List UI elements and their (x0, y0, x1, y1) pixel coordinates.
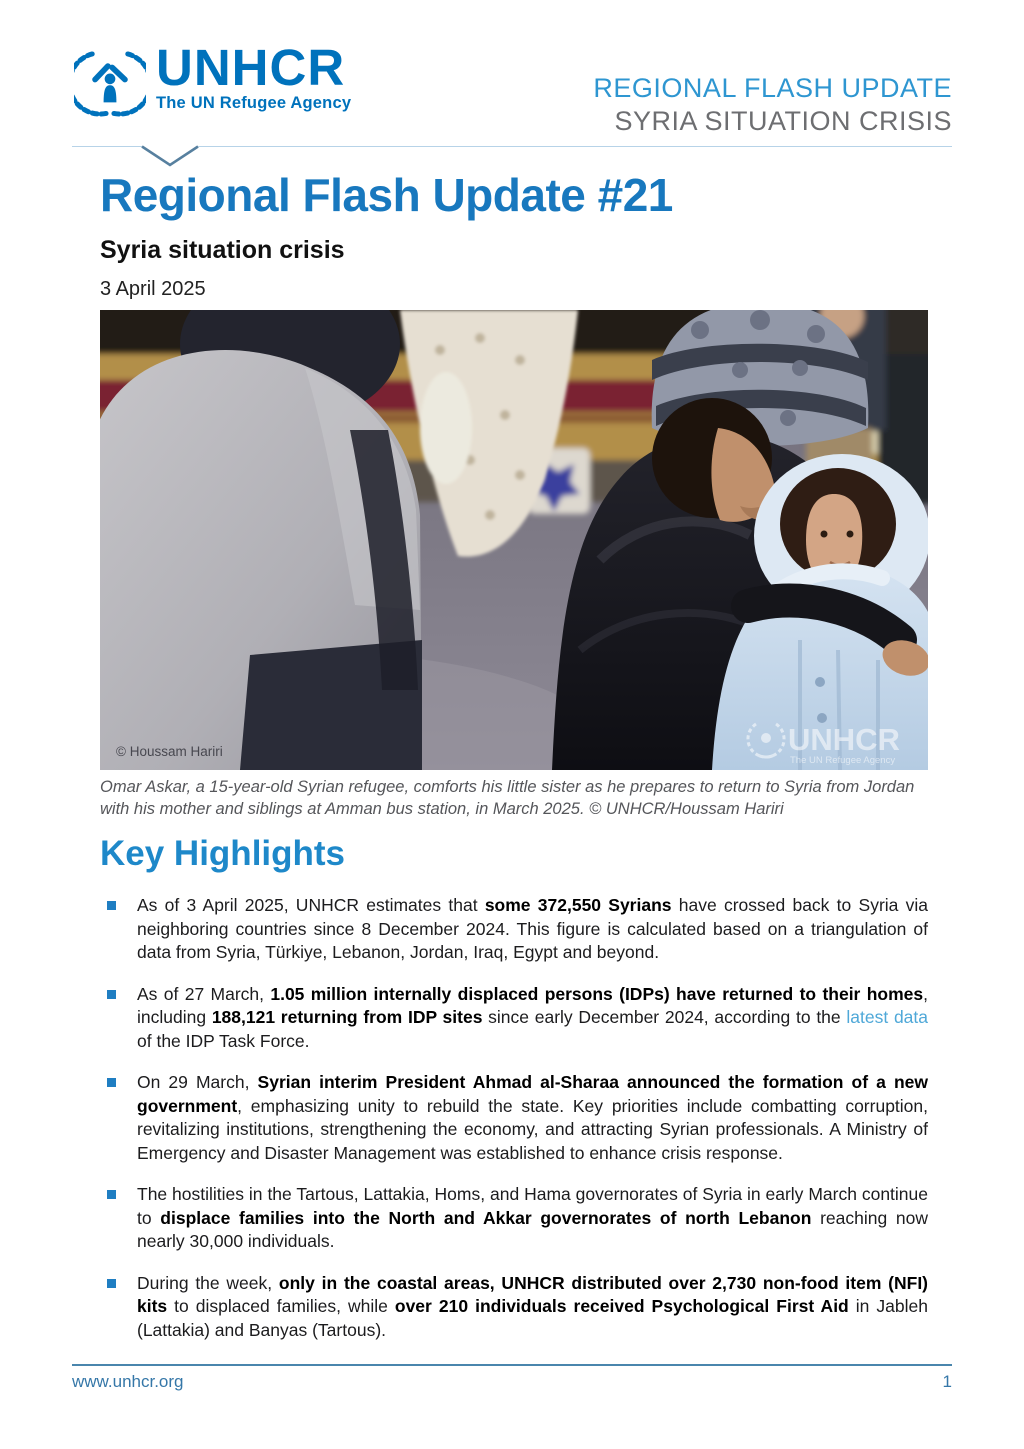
footer-rule (72, 1364, 952, 1366)
page-subtitle: Syria situation crisis (100, 236, 345, 264)
highlight-bullet (100, 894, 928, 965)
highlight-bullet (100, 1071, 928, 1165)
text-segment: 188,121 returning from IDP sites (211, 1007, 483, 1027)
highlight-bullet (100, 983, 928, 1054)
unhcr-wreath-refugee-icon (74, 44, 146, 118)
watermark-acronym: UNHCR (788, 722, 900, 757)
logo-tagline: The UN Refugee Agency (156, 94, 352, 112)
text-segment: over 210 individuals received Psychological First Aid (394, 1296, 849, 1316)
text-segment: reaching now nearly 30,000 individuals. (137, 1207, 928, 1251)
watermark-tagline: The UN Refugee Agency (790, 755, 896, 766)
unhcr-logo (74, 39, 352, 118)
text-segment: As of 27 March, (137, 983, 271, 1004)
text-segment: only in the coastal areas, UNHCR distributed over 2,730 non-food item (NFI) kits (137, 1272, 929, 1316)
doc-type-label: REGIONAL FLASH UPDATE (593, 73, 952, 103)
logo-text (156, 39, 352, 113)
text-segment: On 29 March, (137, 1072, 258, 1092)
unhcr-website-link[interactable]: www.unhcr.org (72, 1372, 184, 1391)
chevron-down-icon (140, 145, 200, 169)
page-number: 1 (942, 1372, 952, 1391)
bullet-square-icon (107, 1190, 116, 1199)
text-segment: have crossed back to Syria via neighboring countries since 8 December 2024. This figure is calculated based on a triangulation of data from Syria, Türkiye, Lebanon, Jordan, Iraq, Egypt and beyond. (137, 895, 929, 962)
text-segment: Syrian interim President Ahmad al-Sharaa announced the formation of a new government (137, 1072, 928, 1116)
bullet-square-icon (107, 990, 116, 999)
text-segment: As of 3 April 2025, UNHCR estimates that (137, 895, 485, 915)
highlights-list (100, 894, 928, 1360)
text-segment: of the IDP Task Force. (137, 1030, 310, 1051)
text-segment: The hostilities in the Tartous, Lattakia, Homs, and Hama governorates of Syria in early March continue to (137, 1184, 928, 1228)
photo-credit-watermark: © Houssam Hariri (116, 744, 223, 759)
header-rule-left (72, 146, 142, 147)
text-segment: in Jableh (Lattakia) and Banyas (Tartous). (137, 1296, 929, 1340)
bullet-square-icon (107, 901, 116, 910)
header-rule-right (198, 146, 952, 147)
bullet-square-icon (107, 1279, 116, 1288)
latest-data-link[interactable]: latest data (846, 1007, 929, 1027)
text-segment: displace families into the North and Akkar governorates of north Lebanon (160, 1207, 812, 1228)
text-segment: some 372,550 Syrians (484, 895, 672, 915)
text-segment: 1.05 million internally displaced persons (IDPs) have returned to their homes (270, 983, 924, 1004)
text-segment: , including (137, 983, 928, 1027)
highlight-bullet (100, 1183, 928, 1254)
page-title: Regional Flash Update #21 (100, 169, 673, 221)
highlight-bullet (100, 1272, 928, 1343)
header-titles (593, 72, 952, 138)
text-segment: , emphasizing unity to rebuild the state. Key priorities include combatting corruption, revitalizing institutions, strengthening the economy, and attracting Syrian professionals. A Ministry of Emergency and Disaster Management was established to enhance crisis response. (137, 1095, 928, 1163)
document-date: 3 April 2025 (100, 278, 206, 300)
text-segment: since early December 2024, according to the (482, 1007, 847, 1027)
logo-acronym: UNHCR (156, 39, 346, 96)
key-highlights-heading: Key Highlights (100, 834, 346, 873)
hero-photo (100, 310, 928, 770)
footer (72, 1372, 952, 1392)
photo-caption: Omar Askar, a 15-year-old Syrian refugee, comforts his little sister as he prepares to return to Syria from Jordan with his mother and siblings at Amman bus station, in March 2025. © UNHCR/Houssam Hariri (100, 778, 915, 818)
text-segment: to displaced families, while (167, 1296, 395, 1316)
text-segment: During the week, (137, 1272, 279, 1293)
bullet-square-icon (107, 1078, 116, 1087)
doc-context-label: SYRIA SITUATION CRISIS (614, 106, 952, 136)
